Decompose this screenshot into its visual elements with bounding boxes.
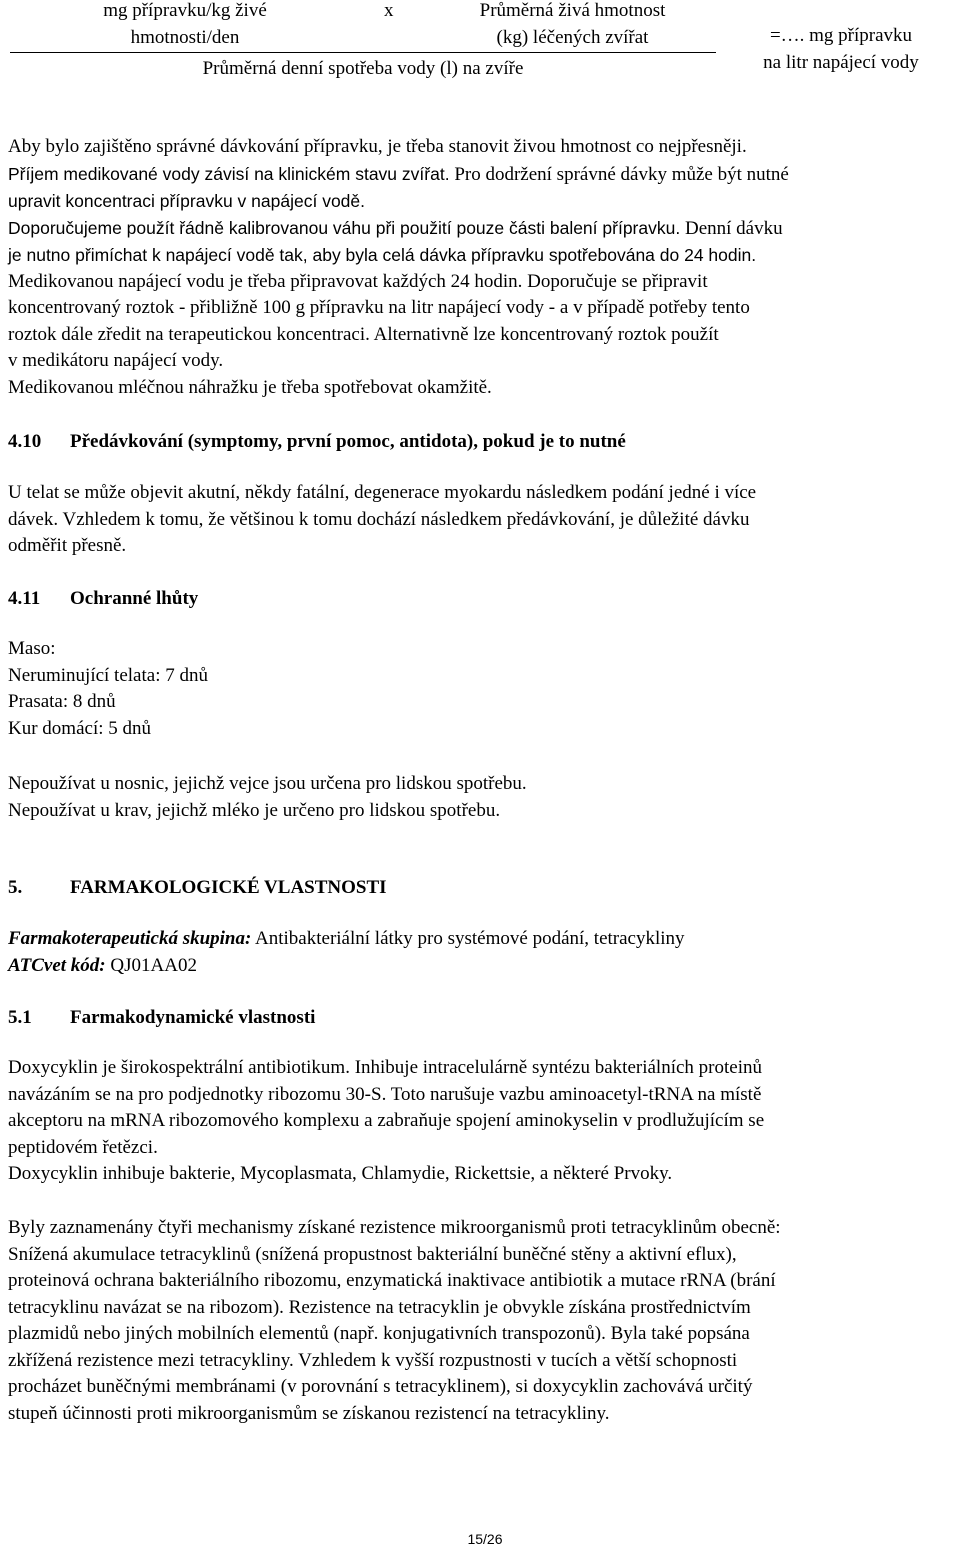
formula-result <box>722 23 960 76</box>
page-number: 15/26 <box>467 1531 503 1547</box>
group-value: Antibakteriální látky pro systémové podání, tetracykliny <box>251 928 685 949</box>
section-title: Předávkování (symptomy, první pomoc, antidota), pokud je to nutné <box>70 431 626 452</box>
formula-numerator-left <box>60 0 310 51</box>
atcvet-code <box>8 953 958 980</box>
text-line: dávek. Vzhledem k tomu, že většinou k tomu dochází následkem předávkování, je důležité dávku <box>8 508 750 530</box>
text-line: proteinová ochrana bakteriálního ribozomu, enzymatická inaktivace antibiotik a mutace rRNA (brání <box>8 1270 776 1291</box>
text-run: Příjem medikované vody závisí na klinickém stavu zvířat. <box>8 163 450 184</box>
text-line: peptidovém řetězci. <box>8 1136 158 1158</box>
text-run: Doporučuje se připravit <box>522 270 708 292</box>
formula-numerator-left-2: hmotnosti/den <box>130 26 240 48</box>
section-number: 4.10 <box>8 431 42 452</box>
text-line: stupeň účinnosti proti mikroorganismům se získanou rezistencí na tetracykliny. <box>8 1402 610 1424</box>
formula-numerator-right-2: (kg) léčených zvířat <box>496 26 649 48</box>
overdose-paragraph <box>8 480 958 560</box>
atc-value: QJ01AA02 <box>105 954 197 976</box>
text-line: procházet buněčnými membránami (v porovnání s tetracyklinem), si doxycyklin zachovává určitý <box>8 1376 753 1397</box>
atc-label: ATCvet kód: <box>8 954 106 976</box>
text-line: akceptoru na mRNA ribozomového komplexu a zabraňuje spojení aminokyselin v prodlužujícím se <box>8 1110 765 1131</box>
meat-label: Maso: <box>8 638 56 659</box>
formula-operator: x <box>384 0 394 21</box>
restriction-milk: Nepoužívat u krav, jejichž mléko je určeno pro lidskou spotřebu. <box>8 799 501 821</box>
pharmacotherapeutic-group <box>8 926 958 953</box>
section-title: Farmakodynamické vlastnosti <box>70 1007 316 1028</box>
formula-numerator-right <box>440 0 705 51</box>
pharmacodynamics-paragraph-1 <box>8 1055 958 1188</box>
formula-fraction-bar <box>10 52 716 53</box>
text-line: U telat se může objevit akutní, někdy fatální, degenerace myokardu následkem podání jedné i více <box>8 482 757 503</box>
text-run: Alternativně lze koncentrovaný roztok použít <box>369 323 719 345</box>
withdrawal-restrictions <box>8 771 958 824</box>
withdrawal-pigs: Prasata: 8 dnů <box>8 691 116 712</box>
text-line: odměřit přesně. <box>8 535 127 556</box>
section-heading-4-10 <box>8 429 626 456</box>
section-number: 4.11 <box>8 588 41 609</box>
formula-denominator: Průměrná denní spotřeba vody (l) na zvíře <box>202 58 524 79</box>
text-line: Doxycyklin je širokospektrální antibiotikum. Inhibuje intracelulárně syntézu bakteriálních proteinů <box>8 1057 762 1078</box>
text-line: upravit koncentraci přípravku v napájecí vodě. <box>8 191 365 211</box>
text-run: Medikovanou napájecí vodu je třeba připravovat každých 24 hodin. <box>8 270 523 292</box>
withdrawal-calves: Neruminující telata: 7 dnů <box>8 664 208 686</box>
text-line: Doxycyklin inhibuje bakterie, Mycoplasmata, Chlamydie, Rickettsie, a některé Prvoky. <box>8 1163 673 1184</box>
text-line: plazmidů nebo jiných mobilních elementů (např. konjugativních transpozonů). Byla také popsána <box>8 1323 750 1344</box>
formula-numerator-left-1: mg přípravku/kg živé <box>103 0 267 21</box>
text-line: je nutno přimíchat k napájecí vodě tak, aby byla celá dávka přípravku spotřebována do 24 hodin. <box>8 245 757 265</box>
text-line <box>8 215 958 243</box>
dosage-formula <box>0 0 960 90</box>
formula-numerator-right-1: Průměrná živá hmotnost <box>479 0 666 21</box>
text-line: Aby bylo zajištěno správné dávkování přípravku, je třeba stanovit živou hmotnost co nejpřesněji. <box>8 136 747 157</box>
withdrawal-periods <box>8 636 958 742</box>
section-heading-5-1 <box>8 1005 315 1032</box>
pharmacotherapeutic-info <box>8 926 958 979</box>
section-heading-4-11 <box>8 586 198 613</box>
section-title: FARMAKOLOGICKÉ VLASTNOSTI <box>70 877 387 898</box>
section-heading-5 <box>8 875 387 902</box>
dosing-paragraph <box>8 134 958 401</box>
group-label: Farmakoterapeutická skupina: <box>8 928 252 949</box>
section-number: 5. <box>8 877 23 898</box>
text-line: Medikovanou mléčnou náhražku je třeba spotřebovat okamžitě. <box>8 376 492 398</box>
text-line <box>8 322 958 349</box>
text-run: roztok dále zředit na terapeutickou koncentraci. <box>8 323 370 345</box>
text-line <box>8 269 958 296</box>
restriction-eggs: Nepoužívat u nosnic, jejichž vejce jsou určena pro lidskou spotřebu. <box>8 773 527 794</box>
text-line <box>8 161 958 189</box>
formula-result-1: =…. mg přípravku <box>769 25 913 46</box>
text-line: navázáním se na pro podjednotky ribozomu 30-S. Toto narušuje vazbu aminoacetyl-tRNA na místě <box>8 1083 762 1105</box>
text-run: Denní dávku <box>680 217 783 239</box>
withdrawal-chicken: Kur domácí: 5 dnů <box>8 717 152 739</box>
section-number: 5.1 <box>8 1007 32 1028</box>
formula-result-2: na litr napájecí vody <box>763 51 919 73</box>
text-line: zkřížená rezistence mezi tetracykliny. Vzhledem k vyšší rozpustnosti v tucích a větší schopnosti <box>8 1349 738 1371</box>
text-line: v medikátoru napájecí vody. <box>8 350 224 371</box>
text-line: koncentrovaný roztok - přibližně 100 g přípravku na litr napájecí vody - a v případě potřeby tento <box>8 297 750 318</box>
text-run: Pro dodržení správné dávky může být nutné <box>449 163 789 185</box>
text-line: Snížená akumulace tetracyklinů (snížená propustnost bakteriální buněčné stěny a aktivní eflux), <box>8 1243 737 1265</box>
text-run: Doporučujeme použít řádně kalibrovanou váhu při použití pouze části balení přípravku. <box>8 217 681 238</box>
section-title: Ochranné lhůty <box>70 588 199 609</box>
text-line: Byly zaznamenány čtyři mechanismy získané rezistence mikroorganismů proti tetracyklinům obecně: <box>8 1217 781 1238</box>
text-line: tetracyklinu navázat se na ribozom). Rezistence na tetracyklin je obvykle získána prostřednictvím <box>8 1296 751 1318</box>
pharmacodynamics-paragraph-2 <box>8 1215 958 1427</box>
